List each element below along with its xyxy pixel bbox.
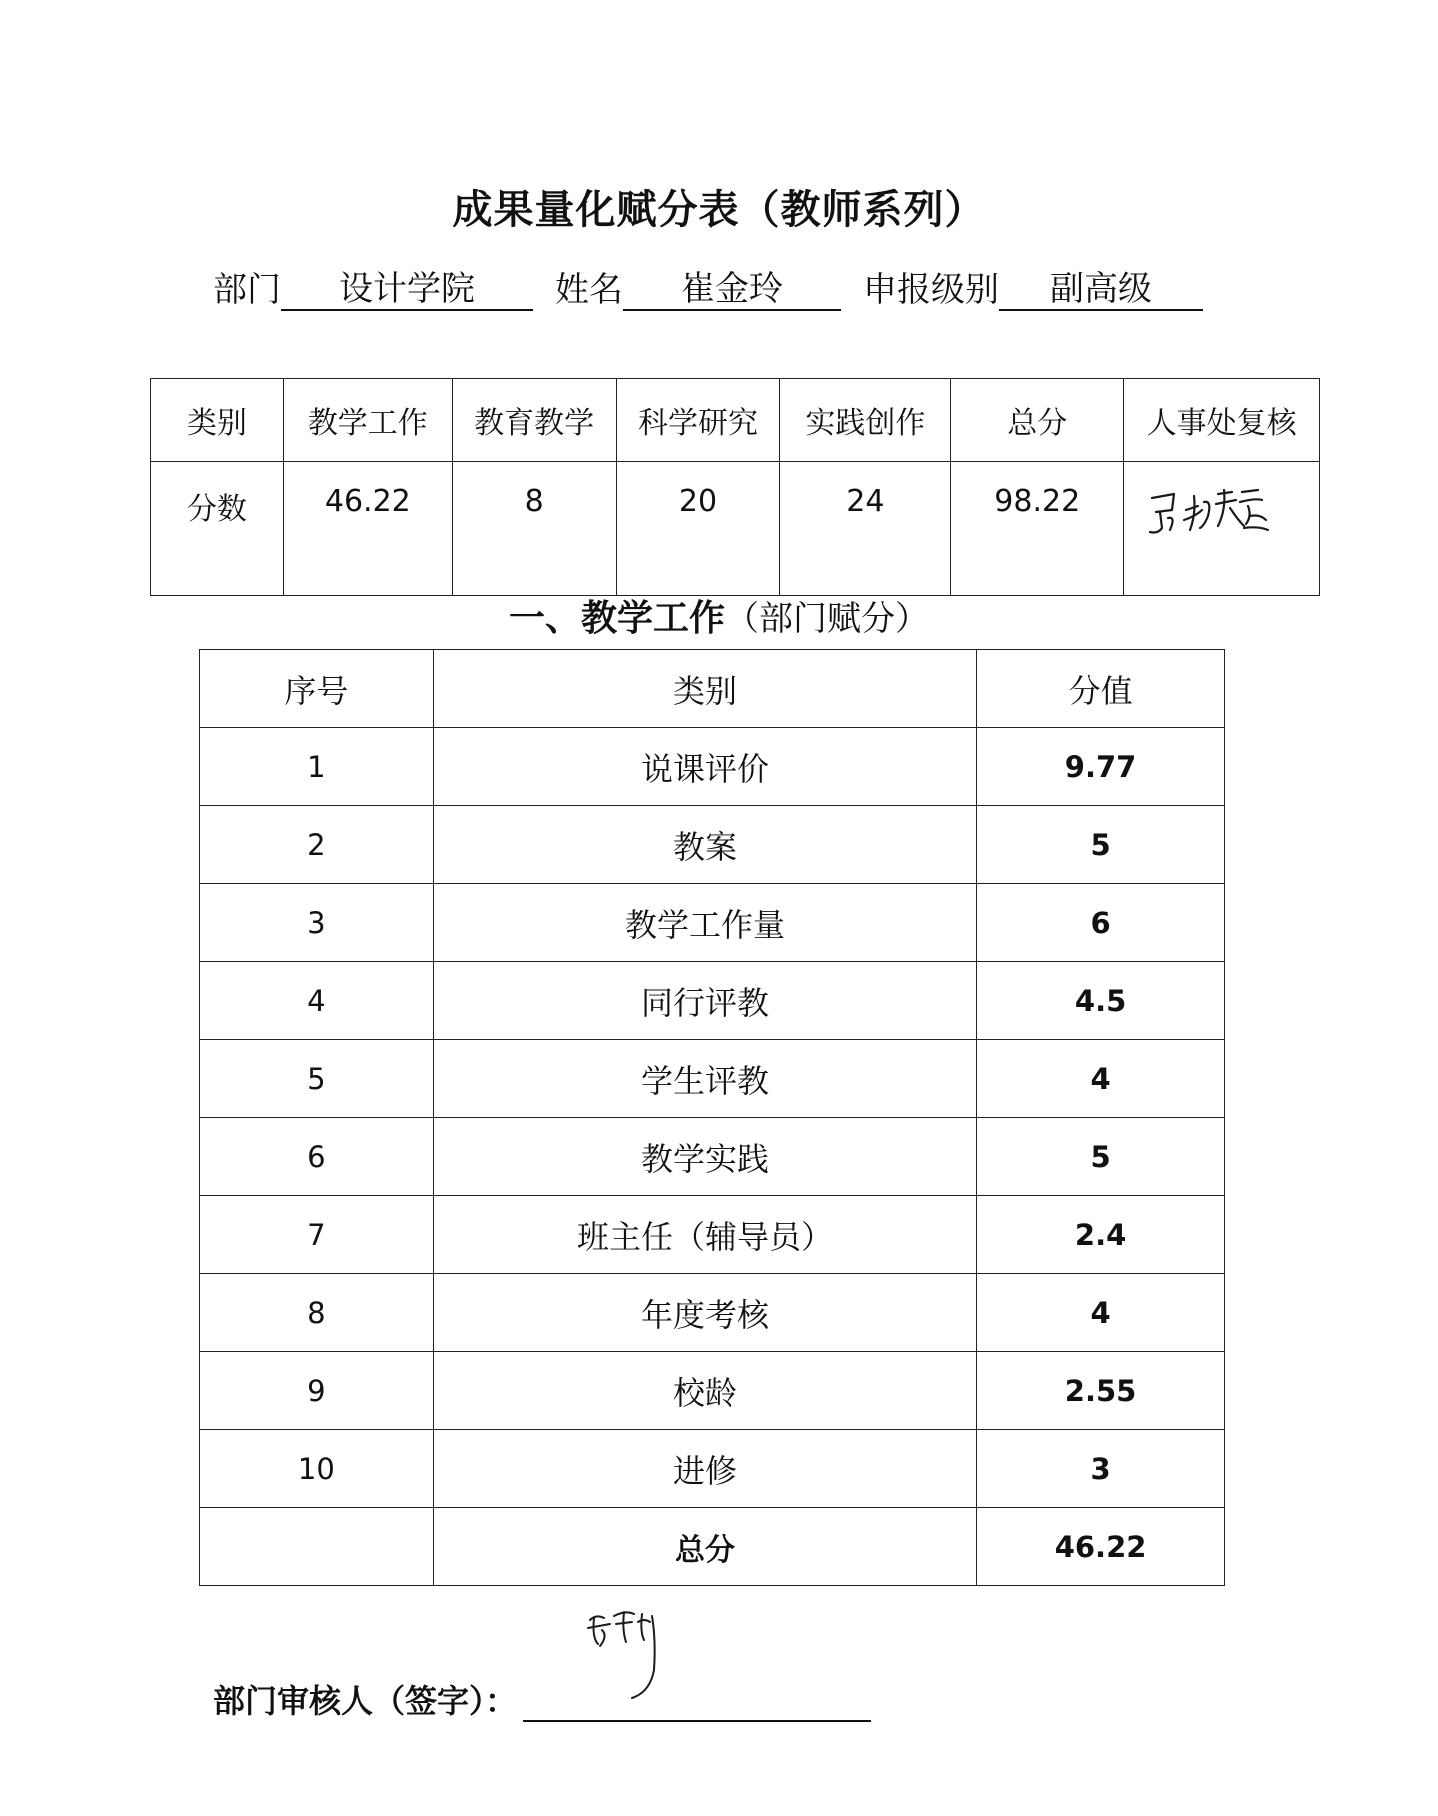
- summary-header-practice: 实践创作: [780, 379, 951, 462]
- table-row: [200, 728, 1225, 806]
- table-row: [200, 884, 1225, 962]
- reviewer-label: 部门审核人（签字）：: [213, 1682, 518, 1720]
- summary-education-score: 8: [452, 462, 616, 596]
- row-number: 6: [200, 1118, 434, 1196]
- detail-header-number: 序号: [200, 650, 434, 728]
- name-label: 姓名: [555, 270, 623, 310]
- row-category: 教案: [433, 806, 976, 884]
- summary-header-teaching-work: 教学工作: [283, 379, 452, 462]
- total-row-number: [200, 1508, 434, 1586]
- row-score: 4.5: [977, 962, 1225, 1040]
- summary-practice-score: 24: [780, 462, 951, 596]
- section-title-main: 一、教学工作: [508, 598, 725, 639]
- row-number: 4: [200, 962, 434, 1040]
- table-row: [200, 1118, 1225, 1196]
- summary-score-table: [150, 378, 1320, 596]
- summary-total-score: 98.22: [951, 462, 1124, 596]
- row-score: 5: [977, 1118, 1225, 1196]
- row-number: 8: [200, 1274, 434, 1352]
- department-value: 设计学院: [281, 269, 533, 311]
- summary-row-label: 分数: [151, 462, 284, 596]
- row-number: 2: [200, 806, 434, 884]
- row-category: 班主任（辅导员）: [433, 1196, 976, 1274]
- row-category: 学生评教: [433, 1040, 976, 1118]
- summary-header-total: 总分: [951, 379, 1124, 462]
- detail-header-score: 分值: [977, 650, 1225, 728]
- row-score: 4: [977, 1040, 1225, 1118]
- page-title: 成果量化赋分表（教师系列）: [452, 187, 986, 233]
- detail-header-row: [200, 650, 1225, 728]
- section-title: [0, 590, 1438, 641]
- row-number: 1: [200, 728, 434, 806]
- summary-score-row: [151, 462, 1320, 596]
- summary-teaching-work-score: 46.22: [283, 462, 452, 596]
- summary-header-education: 教育教学: [452, 379, 616, 462]
- table-row: [200, 1196, 1225, 1274]
- table-row: [200, 962, 1225, 1040]
- row-score: 3: [977, 1430, 1225, 1508]
- table-row: [200, 1040, 1225, 1118]
- row-number: 9: [200, 1352, 434, 1430]
- total-label: 总分: [433, 1508, 976, 1586]
- department-label: 部门: [213, 270, 281, 310]
- row-score: 9.77: [977, 728, 1225, 806]
- teaching-work-table: [199, 649, 1225, 1586]
- row-score: 2.55: [977, 1352, 1225, 1430]
- row-category: 说课评价: [433, 728, 976, 806]
- row-category: 进修: [433, 1430, 976, 1508]
- hr-review-signature-cell: [1124, 462, 1320, 596]
- table-row: [200, 806, 1225, 884]
- reviewer-signature: [580, 1600, 690, 1710]
- row-number: 5: [200, 1040, 434, 1118]
- summary-header-row: [151, 379, 1320, 462]
- total-score: 46.22: [977, 1508, 1225, 1586]
- row-category: 教学工作量: [433, 884, 976, 962]
- summary-research-score: 20: [616, 462, 780, 596]
- row-score: 2.4: [977, 1196, 1225, 1274]
- summary-header-hr-review: 人事处复核: [1124, 379, 1320, 462]
- level-label: 申报级别: [863, 270, 999, 310]
- table-row: [200, 1352, 1225, 1430]
- row-category: 校龄: [433, 1352, 976, 1430]
- level-value: 副高级: [999, 269, 1203, 311]
- summary-header-category: 类别: [151, 379, 284, 462]
- reviewer-signature-line: [523, 1690, 871, 1722]
- row-score: 5: [977, 806, 1225, 884]
- table-row: [200, 1274, 1225, 1352]
- summary-header-research: 科学研究: [616, 379, 780, 462]
- section-title-subtitle: （部门赋分）: [725, 599, 929, 639]
- department-reviewer-field: [213, 1676, 871, 1722]
- name-value: 崔金玲: [623, 269, 841, 311]
- table-row: [200, 1430, 1225, 1508]
- detail-header-category: 类别: [433, 650, 976, 728]
- row-score: 4: [977, 1274, 1225, 1352]
- total-row: [200, 1508, 1225, 1586]
- row-score: 6: [977, 884, 1225, 962]
- hr-review-signature: [1146, 480, 1296, 550]
- row-category: 同行评教: [433, 962, 976, 1040]
- row-category: 教学实践: [433, 1118, 976, 1196]
- row-number: 7: [200, 1196, 434, 1274]
- form-header-fields: [213, 262, 1203, 311]
- row-number: 3: [200, 884, 434, 962]
- row-category: 年度考核: [433, 1274, 976, 1352]
- row-number: 10: [200, 1430, 434, 1508]
